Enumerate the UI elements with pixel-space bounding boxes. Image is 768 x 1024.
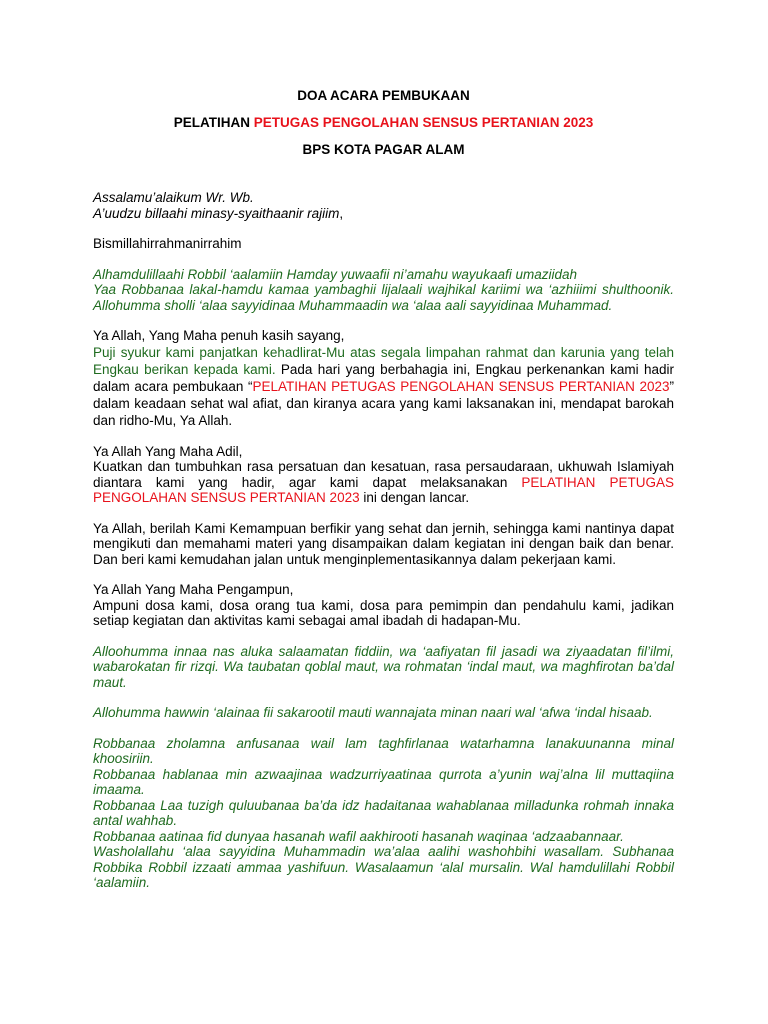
hamdalah-line1: Alhamdulillaahi Robbil ‘aalamiin Hamday yuwaafii ni’amahu wayukaafi umaziidah	[93, 266, 577, 282]
para4-body: Ampuni dosa kami, dosa orang tua kami, dosa para pemimpin dan pendahulu kami, jadikan setiap kegiatan dan aktivitas kami sebagai amal ibadah di hadapan-Mu.	[93, 597, 674, 628]
document-page	[93, 86, 674, 891]
para1-highlight: PELATIHAN PETUGAS PENGOLAHAN SENSUS PERTANIAN 2023	[252, 378, 670, 394]
closing-line4: Robbanaa aatinaa fid dunyaa hasanah wafil aakhirooti hasanah waqinaa ‘adzaabannaar.	[93, 828, 624, 844]
prayer-arabic1: Alloohumma innaa nas aluka salaamatan fiddiin, wa ‘aafiyatan fil jasadi wa ziyaadatan fil’ilmi, wabarokatan fir rizqi. Wa taubatan qoblal maut, wa rohmatan ‘indal maut, wa maghfirotan ba’dal maut.	[93, 643, 674, 690]
para1-opening: Ya Allah, Yang Maha penuh kasih sayang,	[93, 328, 345, 343]
closing-line5: Washolallahu ‘alaa sayyidina Muhammadin wa’alaa aalihi washohbihi wasallam. Subhanaa Robbika Robbil izzaati ammaa yashifuun. Wasalaamun ‘alal mursalin. Wal hamdulillahi Robbil ‘aalamiin.	[93, 844, 674, 890]
para2-body	[93, 459, 674, 506]
subtitle-prefix: PELATIHAN	[173, 115, 254, 130]
para1-text-before: Pada hari yang berbahagia ini, Engkau perkenankan kami hadir dalam acara pembukaan “	[93, 361, 674, 394]
doc-organization: BPS KOTA PAGAR ALAM	[302, 142, 465, 157]
para4-opening: Ya Allah Yang Maha Pengampun,	[93, 582, 294, 597]
para2-text-before: Kuatkan dan tumbuhkan rasa persatuan dan kesatuan, rasa persaudaraan, ukhuwah Islamiyah diantara kami yang hadir, agar kami dapat melaksanakan	[93, 459, 674, 490]
taawudz-comma: ,	[339, 205, 344, 221]
para2-highlight: PELATIHAN PETUGAS PENGOLAHAN SENSUS PERTANIAN 2023	[93, 474, 674, 505]
subtitle-training-name: PETUGAS PENGOLAHAN SENSUS PERTANIAN 2023	[253, 115, 594, 130]
para2-opening: Ya Allah Yang Maha Adil,	[93, 443, 243, 459]
prayer-arabic2: Allohumma hawwin ‘alainaa fii sakarootil mauti wannajata minan naari wal ‘afwa ‘indal hisaab.	[93, 705, 653, 720]
para3-body: Ya Allah, berilah Kami Kemampuan berfikir yang sehat dan jernih, sehingga kami nantinya dapat mengikuti dan memahami materi yang disampaikan dalam kegiatan ini dengan baik dan benar. Dan beri kami kemudahan jalan untuk menginplementasikannya dalam pekerjaan kami.	[93, 520, 674, 567]
bismillah: Bismillahirrahmanirrahim	[93, 236, 242, 251]
closing-line1: Robbanaa zholamna anfusanaa wail lam taghfirlanaa watarhamna lanakuunanna minal khoosiriin.	[93, 735, 674, 766]
doc-title: DOA ACARA PEMBUKAAN	[297, 88, 470, 103]
greeting-taawudz	[93, 206, 674, 222]
closing-line2: Robbanaa hablanaa min azwaajinaa wadzurriyaatinaa qurrota a’yunin waj’alna lil muttaqiina imaama.	[93, 766, 674, 797]
doc-subtitle	[93, 113, 674, 132]
para1-green-text: Puji syukur kami panjatkan kehadlirat-Mu atas segala limpahan rahmat dan karunia yang telah Engkau berikan kepada kami.	[93, 344, 674, 377]
taawudz-text: A’uudzu billaahi minasy-syaithaanir rajiim	[93, 205, 340, 221]
hamdalah-line2: Yaa Robbanaa lakal-hamdu kamaa yambaghii lijalaali wajhikal kariimi wa ‘azhiiimi shulthoonik. Allohumma sholli ‘alaa sayyidinaa Muhammaadin wa ‘alaa aali sayyidinaa Muhammad.	[93, 282, 674, 313]
greeting-salam: Assalamu’alaikum Wr. Wb.	[93, 190, 254, 205]
para2-text-after: ini dengan lancar.	[359, 490, 470, 505]
para1-body	[93, 344, 674, 429]
para1-text-after: ” dalam keadaan sehat wal afiat, dan kiranya acara yang kami laksanakan ini, mendapat barokah dan ridho-Mu, Ya Allah.	[93, 378, 674, 428]
closing-line3: Robbanaa Laa tuzigh quluubanaa ba’da idz hadaitanaa wahablanaa milladunka rohmah innaka antal wahhab.	[93, 797, 674, 828]
